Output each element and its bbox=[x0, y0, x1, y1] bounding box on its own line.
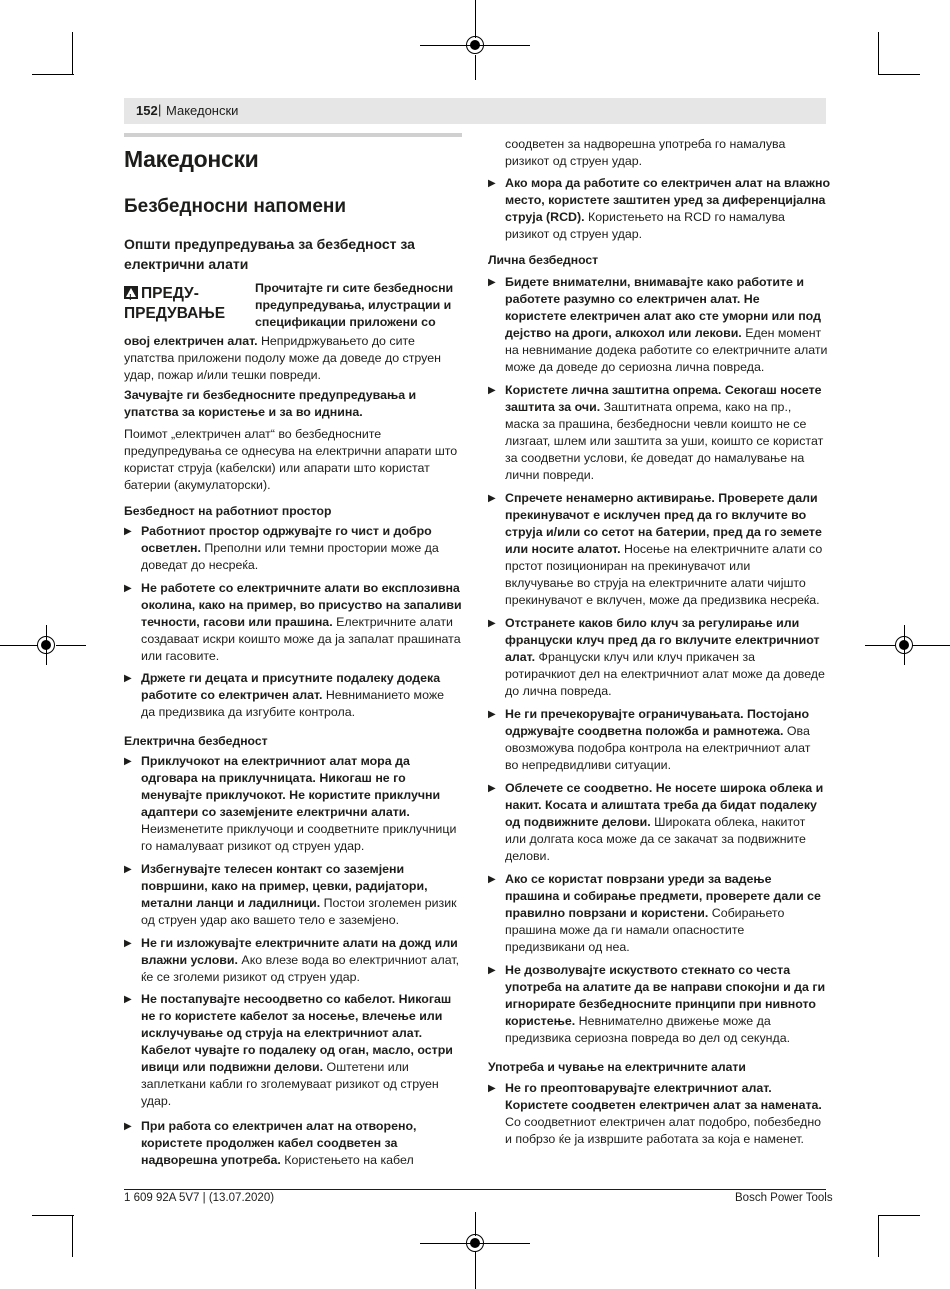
bullet-arrow-icon: ▶ bbox=[488, 709, 496, 720]
safety-item: накит. Косата и алиштата треба да бидат подалеку bbox=[505, 798, 817, 812]
crop-mark bbox=[72, 1215, 73, 1257]
warning-triangle-icon bbox=[124, 286, 138, 299]
keep-instructions: упатства за користење и за во иднина. bbox=[124, 405, 363, 419]
safety-item: течности, гасови или прашина. Електричните алати bbox=[141, 615, 453, 629]
safety-item: правилно поврзани и користени. Собирањето bbox=[505, 906, 785, 920]
safety-item: прашина и собирање предмети, проверете дали се bbox=[505, 889, 821, 903]
safety-item: доведат до несреќа. bbox=[141, 558, 259, 572]
safety-item: Спречете ненамерно активирање. Проверете дали bbox=[505, 491, 818, 505]
safety-item: Не постапувајте несоодветно со кабелот. Никогаш bbox=[141, 992, 452, 1006]
safety-item: Работниот простор одржувајте го чист и добро bbox=[141, 524, 432, 538]
crop-mark bbox=[72, 32, 73, 74]
crop-mark bbox=[878, 32, 879, 74]
warning-text: предупредувања, илустрации и bbox=[255, 298, 452, 312]
warning-label bbox=[124, 284, 199, 304]
bullet-arrow-icon: ▶ bbox=[124, 756, 132, 767]
safety-item: осветлен. Преполни или темни простории може да bbox=[141, 541, 439, 555]
safety-item: вклучување во струја на електричните алати чијшто bbox=[505, 576, 806, 590]
safety-item: создаваат искри коишто може да ја запалат прашината bbox=[141, 632, 461, 646]
crop-mark bbox=[0, 645, 38, 646]
safety-item: струја (RCD). Користењето на RCD го намалува bbox=[505, 210, 785, 224]
safety-item: или долгата коса може да се закачат за подвижните bbox=[505, 832, 806, 846]
safety-item: Отстранете каков било клуч за регулирање или bbox=[505, 616, 800, 630]
safety-item: работете разумно со електричен алат. Не bbox=[505, 292, 760, 306]
safety-item: дејство на дроги, алкохол или лекови. Еден момент bbox=[505, 326, 822, 340]
safety-item: француски клуч пред да го вклучите електричниот bbox=[505, 633, 820, 647]
bullet-arrow-icon: ▶ bbox=[124, 583, 132, 594]
crop-mark bbox=[475, 1212, 476, 1236]
safety-item: и побрзо ќе ја извршите работата за која е наменет. bbox=[505, 1132, 804, 1146]
crop-mark bbox=[32, 1215, 74, 1216]
safety-item: Користете соодветен електричен алат за намената. bbox=[505, 1098, 822, 1112]
registration-mark-icon bbox=[895, 636, 913, 654]
term-definition: предупредувања се однесува на електрични апарати што bbox=[124, 444, 458, 458]
crop-mark bbox=[32, 74, 74, 75]
crop-mark bbox=[878, 74, 920, 75]
safety-item: заштита за очи. Заштитната опрема, како на пр., bbox=[505, 400, 792, 414]
safety-item: влажни услови. Ако влезе вода во електричниот алат, bbox=[141, 953, 460, 967]
safety-item: маска за прашина, безбедносни чевли коишто не се bbox=[505, 417, 807, 431]
warning-text: Прочитајте ги сите безбедносни bbox=[255, 281, 454, 295]
bullet-arrow-icon: ▶ bbox=[124, 1121, 132, 1132]
crop-mark bbox=[878, 1215, 920, 1216]
section-heading-personal: Лична безбедност bbox=[488, 253, 599, 267]
safety-item: користете продолжен кабел соодветен за bbox=[141, 1136, 398, 1150]
safety-item: Облечете се соодветно. Не носете широка облека и bbox=[505, 781, 824, 795]
section-heading-electrical: Електрична безбедност bbox=[124, 734, 268, 748]
safety-item: овозможува подобра контрола на електричниот алат bbox=[505, 741, 811, 755]
registration-mark-icon bbox=[37, 636, 55, 654]
safety-item: Користете лична заштитна опрема. Секогаш носете bbox=[505, 383, 822, 397]
safety-item: алат. Француски клуч или клуч прикачен за bbox=[505, 650, 756, 664]
safety-item: за соодветни услови, ќе доведат до намалување на bbox=[505, 451, 805, 465]
general-warnings-heading-line2: електрични алати bbox=[124, 256, 249, 272]
safety-item: одржувајте соодветна положба и рамнотежа. Ова bbox=[505, 724, 810, 738]
bullet-arrow-icon: ▶ bbox=[488, 618, 496, 629]
safety-item: прстот позициониран на прекинувачот или bbox=[505, 559, 751, 573]
bullet-arrow-icon: ▶ bbox=[124, 526, 132, 537]
safety-item: Неизменетите приклучоци и соодветните приклучници bbox=[141, 822, 457, 836]
page-title: Македонски bbox=[124, 146, 259, 172]
section-heading-work-area: Безбедност на работниот простор bbox=[124, 504, 332, 518]
safety-item: од струен удар ако вашето тело е заземјено. bbox=[141, 913, 400, 927]
safety-item: ивици или подвижни делови. Оштетени или bbox=[141, 1060, 409, 1074]
safety-item: предизвикани од неа. bbox=[505, 940, 630, 954]
safety-item: Не дозволувајте искуството стекнато со честа bbox=[505, 963, 791, 977]
intro-text: удар, пожар и/или тешки повреди. bbox=[124, 368, 321, 382]
bullet-arrow-icon: ▶ bbox=[488, 783, 496, 794]
header-separator: | bbox=[158, 102, 162, 117]
safety-item: Кабелот чувајте го подалеку од оган, масло, остри bbox=[141, 1043, 453, 1057]
safety-item: предизвика сериозна повреда во дел од секунда. bbox=[505, 1031, 791, 1045]
column-rule bbox=[124, 133, 462, 137]
safety-item: површини, како на пример, цевки, радијатори, bbox=[141, 879, 428, 893]
safety-item: Држете ги децата и присутните подалеку додека bbox=[141, 671, 441, 685]
safety-item: до лична повреда. bbox=[505, 684, 612, 698]
section-title: Безбедносни напомени bbox=[124, 196, 347, 217]
safety-item: не го користете кабелот за носење, влечење или bbox=[141, 1009, 443, 1023]
intro-text: овој електричен алат. Непридржувањето до сите bbox=[124, 334, 415, 348]
term-definition: користат струја (кабелски) или апарати што користат bbox=[124, 461, 430, 475]
bullet-arrow-icon: ▶ bbox=[488, 178, 496, 189]
bullet-arrow-icon: ▶ bbox=[488, 277, 496, 288]
warning-label-line1: ПРЕДУ- bbox=[141, 285, 199, 302]
safety-item: Не работете со електричните алати во експлозивна bbox=[141, 581, 460, 595]
crop-mark bbox=[865, 645, 895, 646]
safety-item: прекинувачот е вклучен, може да предизвика несреќа. bbox=[505, 593, 820, 607]
bullet-arrow-icon: ▶ bbox=[488, 1083, 496, 1094]
safety-item: или гасовите. bbox=[141, 649, 220, 663]
safety-item: да предизвика да изгубите контрола. bbox=[141, 705, 356, 719]
header-language: Македонски bbox=[166, 103, 239, 118]
crop-mark bbox=[912, 645, 950, 646]
page-number: 152 bbox=[136, 103, 158, 118]
safety-item: прекинувачот е исклучен пред да го вклучите во bbox=[505, 508, 807, 522]
footer-doc-id: 1 609 92A 5V7 | (13.07.2020) bbox=[124, 1192, 275, 1204]
safety-item: менувајте приклучокот. Не користите приклучни bbox=[141, 788, 441, 802]
safety-item: игнорирате безбедносните принципи при нивното bbox=[505, 997, 816, 1011]
bullet-arrow-icon: ▶ bbox=[124, 994, 132, 1005]
safety-item: заплеткани кабли го зголемуваат ризикот од струен bbox=[141, 1077, 439, 1091]
safety-item: користење. Невнимателно движење може да bbox=[505, 1014, 771, 1028]
safety-item: ризикот од струен удар. bbox=[505, 227, 643, 241]
safety-item: Избегнувајте телесен контакт со заземјени bbox=[141, 862, 405, 876]
safety-item: Приклучокот на електричниот алат мора да bbox=[141, 754, 410, 768]
safety-item: Ако мора да работите со електричен алат на влажно bbox=[505, 176, 831, 190]
general-warnings-heading-line1: Општи предупредувања за безбедност за bbox=[124, 236, 415, 252]
safety-item: од подвижните делови. Широката облека, накитот bbox=[505, 815, 806, 829]
safety-item: струја и/или со сетот на батерии, пред да го земете bbox=[505, 525, 822, 539]
safety-item: метални ланци и ладилници. Постои зголемен ризик bbox=[141, 896, 457, 910]
keep-instructions: Зачувајте ги безбедносните предупредувања и bbox=[124, 388, 417, 402]
crop-mark bbox=[56, 645, 86, 646]
safety-item: соодветен за надворешна употреба го намалува bbox=[505, 137, 786, 151]
safety-item: место, користете заштитен уред за диференцијална bbox=[505, 193, 826, 207]
safety-item: исклучување од струја на електричниот алат. bbox=[141, 1026, 423, 1040]
crop-mark bbox=[475, 1252, 476, 1289]
bullet-arrow-icon: ▶ bbox=[124, 864, 132, 875]
safety-item: употреба на алатите да ве направи спокојни и да ги bbox=[505, 980, 826, 994]
warning-text: спецификации приложени со bbox=[255, 315, 436, 329]
page-header bbox=[124, 98, 826, 124]
safety-item: лизгаат, шлем или заштита за уши, коишто се користат bbox=[505, 434, 824, 448]
safety-item: адаптери со заземјените електрични алати. bbox=[141, 805, 410, 819]
safety-item: Бидете внимателни, внимавајте како работите и bbox=[505, 275, 804, 289]
term-definition: батерии (акумулаторски). bbox=[124, 478, 271, 492]
safety-item: При работа со електричен алат на отворено, bbox=[141, 1119, 417, 1133]
bullet-arrow-icon: ▶ bbox=[488, 874, 496, 885]
safety-item: надворешна употреба. Користењето на кабел bbox=[141, 1153, 414, 1167]
safety-item: може да доведе до сериозна лична повреда. bbox=[505, 360, 765, 374]
crop-mark bbox=[475, 55, 476, 80]
safety-item: на невнимание додека работите со електричните алати bbox=[505, 343, 828, 357]
safety-item: Ако се користат поврзани уреди за вадење bbox=[505, 872, 772, 886]
safety-item: користете електричен алат ако сте уморни или под bbox=[505, 309, 821, 323]
safety-item: удар. bbox=[141, 1094, 172, 1108]
crop-mark bbox=[475, 0, 476, 38]
warning-label-line2: ПРЕДУВАЊЕ bbox=[124, 305, 226, 322]
safety-item: Не го преоптоварувајте електричниот алат. bbox=[505, 1081, 772, 1095]
safety-item: лични повреди. bbox=[505, 468, 595, 482]
safety-item: Со соодветниот електричен алат подобро, побезбедно bbox=[505, 1115, 822, 1129]
safety-item: го намалуваат ризикот од струен удар. bbox=[141, 839, 365, 853]
bullet-arrow-icon: ▶ bbox=[488, 965, 496, 976]
footer-rule bbox=[124, 1189, 826, 1190]
bullet-arrow-icon: ▶ bbox=[124, 673, 132, 684]
safety-item: прашина може да ги намали опасностите bbox=[505, 923, 745, 937]
safety-item: ќе се зголеми ризикот од струен удар. bbox=[141, 970, 360, 984]
term-definition: Поимот „електричен алат“ во безбедносните bbox=[124, 427, 382, 441]
footer-brand: Bosch Power Tools bbox=[735, 1192, 833, 1204]
safety-item: работите со електричен алат. Невниманието може bbox=[141, 688, 445, 702]
safety-item: ризикот од струен удар. bbox=[505, 154, 643, 168]
registration-mark-icon bbox=[466, 36, 484, 54]
safety-item: Не ги пречекорувајте ограничувањата. Постојано bbox=[505, 707, 810, 721]
safety-item: или носите алатот. Носење на електричните алати со bbox=[505, 542, 823, 556]
section-heading-tool-use: Употреба и чување на електричните алати bbox=[488, 1060, 746, 1074]
crop-mark bbox=[878, 1215, 879, 1257]
safety-item: делови. bbox=[505, 849, 550, 863]
safety-item: околина, како на пример, во присуство на запаливи bbox=[141, 598, 462, 612]
safety-item: одговара на приклучницата. Никогаш не го bbox=[141, 771, 406, 785]
bullet-arrow-icon: ▶ bbox=[488, 493, 496, 504]
safety-item: во непредвидливи ситуации. bbox=[505, 758, 672, 772]
bullet-arrow-icon: ▶ bbox=[488, 385, 496, 396]
safety-item: ротирачкиот дел на електричниот алат може да доведе bbox=[505, 667, 825, 681]
bullet-arrow-icon: ▶ bbox=[124, 938, 132, 949]
intro-text: упатства приложени подолу може да доведе до струен bbox=[124, 351, 441, 365]
registration-mark-icon bbox=[466, 1234, 484, 1252]
safety-item: Не ги изложувајте електричните алати на дожд или bbox=[141, 936, 458, 950]
